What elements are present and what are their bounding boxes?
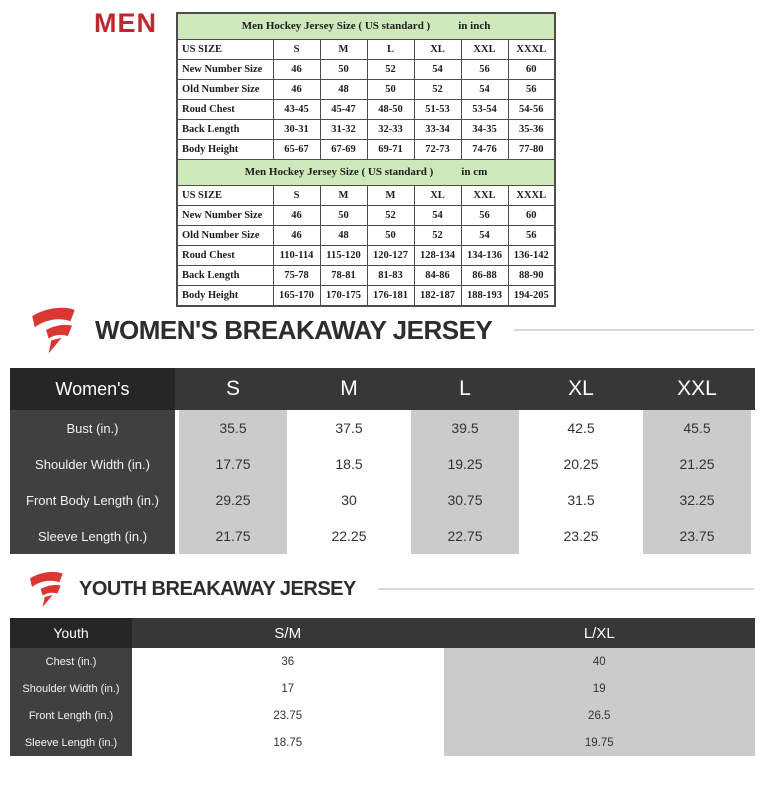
size-cell: XXXL	[508, 186, 555, 206]
value-cell: 50	[320, 60, 367, 80]
table-row	[177, 60, 555, 80]
size-column-header: M	[291, 368, 407, 410]
fanatics-flag-logo-icon	[25, 569, 67, 609]
value-cell: 120-127	[367, 246, 414, 266]
value-cell: 74-76	[461, 140, 508, 160]
size-cell: S	[273, 186, 320, 206]
value-cell: 35-36	[508, 120, 555, 140]
value-cell: 50	[367, 80, 414, 100]
row-label: New Number Size	[177, 206, 273, 226]
value-cell: 54	[461, 226, 508, 246]
row-label: Back Length	[177, 120, 273, 140]
row-label: Body Height	[177, 286, 273, 307]
size-column	[291, 410, 407, 554]
column-band	[444, 648, 756, 756]
row-label: Back Length	[177, 266, 273, 286]
value-cell: 46	[273, 60, 320, 80]
row-label: Roud Chest	[177, 100, 273, 120]
value-cell: 22.25	[331, 528, 367, 544]
size-column	[175, 410, 291, 554]
column-band	[132, 648, 444, 756]
value-cell: 45.5	[683, 420, 711, 436]
row-label: Chest (in.)	[10, 648, 132, 675]
table-title-row	[177, 13, 555, 40]
value-cell: 165-170	[273, 286, 320, 307]
value-cell: 21.75	[215, 528, 251, 544]
row-label: Shoulder Width (in.)	[10, 675, 132, 702]
value-cell: 182-187	[414, 286, 461, 307]
row-label: Sleeve Length (in.)	[10, 518, 175, 554]
fanatics-flag-logo-icon	[25, 304, 81, 356]
value-cell: 128-134	[414, 246, 461, 266]
value-cell: 56	[461, 60, 508, 80]
row-label: Front Length (in.)	[10, 702, 132, 729]
value-cell: 170-175	[320, 286, 367, 307]
youth-table-body	[10, 648, 755, 756]
value-cell: 22.75	[447, 528, 483, 544]
youth-size-table	[10, 618, 755, 756]
table-row	[177, 40, 555, 60]
value-cell: 72-73	[414, 140, 461, 160]
womens-section-heading	[25, 304, 754, 356]
value-cell: 37.5	[335, 420, 363, 436]
value-cell: 46	[273, 206, 320, 226]
size-column	[132, 648, 444, 756]
size-column-header: S	[175, 368, 291, 410]
value-cell: 50	[367, 226, 414, 246]
size-cell: S	[273, 40, 320, 60]
size-column-header: L/XL	[444, 618, 756, 648]
value-cell: 17	[281, 682, 295, 695]
table-row	[177, 266, 555, 286]
value-cell: 54	[414, 60, 461, 80]
value-cell: 20.25	[563, 456, 599, 472]
size-cell: M	[320, 40, 367, 60]
men-hockey-size-table	[176, 12, 556, 307]
value-cell: 26.5	[588, 709, 611, 722]
size-cell: XL	[414, 40, 461, 60]
value-cell: 31.5	[567, 492, 595, 508]
value-cell: 77-80	[508, 140, 555, 160]
value-cell: 194-205	[508, 286, 555, 307]
size-cell: XXXL	[508, 40, 555, 60]
value-cell: 56	[508, 80, 555, 100]
size-column	[523, 410, 639, 554]
womens-table-body	[10, 410, 755, 554]
value-cell: 53-54	[461, 100, 508, 120]
womens-corner-label: Women's	[10, 368, 175, 410]
size-cell: XXL	[461, 186, 508, 206]
value-cell: 88-90	[508, 266, 555, 286]
table-row	[177, 120, 555, 140]
row-label: Roud Chest	[177, 246, 273, 266]
column-band	[295, 410, 403, 554]
value-cell: 46	[273, 80, 320, 100]
value-cell: 18.75	[273, 736, 303, 749]
row-label: Bust (in.)	[10, 410, 175, 446]
size-header-label: US SIZE	[177, 186, 273, 206]
value-cell: 23.25	[563, 528, 599, 544]
value-cell: 32.25	[679, 492, 715, 508]
value-cell: 40	[592, 655, 606, 668]
value-cell: 60	[508, 206, 555, 226]
value-cell: 23.75	[679, 528, 715, 544]
value-cell: 52	[367, 206, 414, 226]
size-cell: XXL	[461, 40, 508, 60]
value-cell: 56	[461, 206, 508, 226]
table-row	[177, 286, 555, 307]
table-row	[177, 140, 555, 160]
column-band	[411, 410, 519, 554]
value-cell: 52	[414, 80, 461, 100]
womens-heading-title: WOMEN'S BREAKAWAY JERSEY	[95, 314, 493, 345]
value-cell: 115-120	[320, 246, 367, 266]
column-band	[643, 410, 751, 554]
size-column-header: XL	[523, 368, 639, 410]
value-cell: 136-142	[508, 246, 555, 266]
value-cell: 39.5	[451, 420, 479, 436]
value-cell: 60	[508, 60, 555, 80]
value-cell: 19.75	[584, 736, 614, 749]
value-cell: 67-69	[320, 140, 367, 160]
men-size-section	[0, 0, 768, 301]
value-cell: 110-114	[273, 246, 320, 266]
value-cell: 52	[367, 60, 414, 80]
value-cell: 81-83	[367, 266, 414, 286]
size-cell: M	[367, 186, 414, 206]
size-cell: M	[320, 186, 367, 206]
value-cell: 29.25	[215, 492, 251, 508]
value-cell: 84-86	[414, 266, 461, 286]
value-cell: 32-33	[367, 120, 414, 140]
value-cell: 52	[414, 226, 461, 246]
value-cell: 45-47	[320, 100, 367, 120]
value-cell: 75-78	[273, 266, 320, 286]
heading-divider	[514, 329, 754, 331]
table-row	[177, 206, 555, 226]
value-cell: 176-181	[367, 286, 414, 307]
row-label: New Number Size	[177, 60, 273, 80]
value-cell: 50	[320, 206, 367, 226]
value-cell: 54	[461, 80, 508, 100]
table-row	[177, 246, 555, 266]
value-cell: 36	[281, 655, 295, 668]
column-band	[179, 410, 287, 554]
value-cell: 18.5	[335, 456, 363, 472]
value-cell: 134-136	[461, 246, 508, 266]
value-cell: 17.75	[215, 456, 251, 472]
value-cell: 78-81	[320, 266, 367, 286]
size-column	[444, 648, 756, 756]
value-cell: 188-193	[461, 286, 508, 307]
value-cell: 69-71	[367, 140, 414, 160]
men-table-title: Men Hockey Jersey Size ( US standard ) in cm	[177, 160, 555, 186]
table-row	[177, 186, 555, 206]
youth-row-labels-column	[10, 648, 132, 756]
value-cell: 34-35	[461, 120, 508, 140]
size-cell: L	[367, 40, 414, 60]
row-label: Old Number Size	[177, 226, 273, 246]
womens-row-labels-column	[10, 410, 175, 554]
size-column	[639, 410, 755, 554]
table-row	[177, 80, 555, 100]
value-cell: 54	[414, 206, 461, 226]
table-title-row	[177, 160, 555, 186]
value-cell: 31-32	[320, 120, 367, 140]
value-cell: 86-88	[461, 266, 508, 286]
size-cell: XL	[414, 186, 461, 206]
size-column-header: S/M	[132, 618, 444, 648]
youth-table-header-row	[10, 618, 755, 648]
value-cell: 33-34	[414, 120, 461, 140]
youth-corner-label: Youth	[10, 618, 132, 648]
value-cell: 19	[592, 682, 606, 695]
row-label: Old Number Size	[177, 80, 273, 100]
value-cell: 23.75	[273, 709, 303, 722]
value-cell: 21.25	[679, 456, 715, 472]
value-cell: 30.75	[447, 492, 483, 508]
size-column-header: XXL	[639, 368, 755, 410]
size-column-header: L	[407, 368, 523, 410]
men-section-label: MEN	[94, 8, 157, 38]
value-cell: 54-56	[508, 100, 555, 120]
value-cell: 56	[508, 226, 555, 246]
value-cell: 48-50	[367, 100, 414, 120]
row-label: Sleeve Length (in.)	[10, 729, 132, 756]
value-cell: 19.25	[447, 456, 483, 472]
men-table-title: Men Hockey Jersey Size ( US standard ) in inch	[177, 13, 555, 40]
value-cell: 43-45	[273, 100, 320, 120]
column-band	[527, 410, 635, 554]
value-cell: 48	[320, 80, 367, 100]
row-label: Front Body Length (in.)	[10, 482, 175, 518]
youth-section-heading	[25, 568, 754, 610]
value-cell: 46	[273, 226, 320, 246]
value-cell: 65-67	[273, 140, 320, 160]
value-cell: 48	[320, 226, 367, 246]
value-cell: 30-31	[273, 120, 320, 140]
youth-heading-title: YOUTH BREAKAWAY JERSEY	[79, 577, 356, 600]
row-label: Body Height	[177, 140, 273, 160]
table-row	[177, 100, 555, 120]
value-cell: 35.5	[219, 420, 247, 436]
size-column	[407, 410, 523, 554]
womens-size-table	[10, 368, 755, 554]
value-cell: 42.5	[567, 420, 595, 436]
value-cell: 51-53	[414, 100, 461, 120]
womens-table-header-row	[10, 368, 755, 410]
row-label: Shoulder Width (in.)	[10, 446, 175, 482]
heading-divider	[378, 588, 754, 590]
size-header-label: US SIZE	[177, 40, 273, 60]
value-cell: 30	[341, 492, 357, 508]
table-row	[177, 226, 555, 246]
